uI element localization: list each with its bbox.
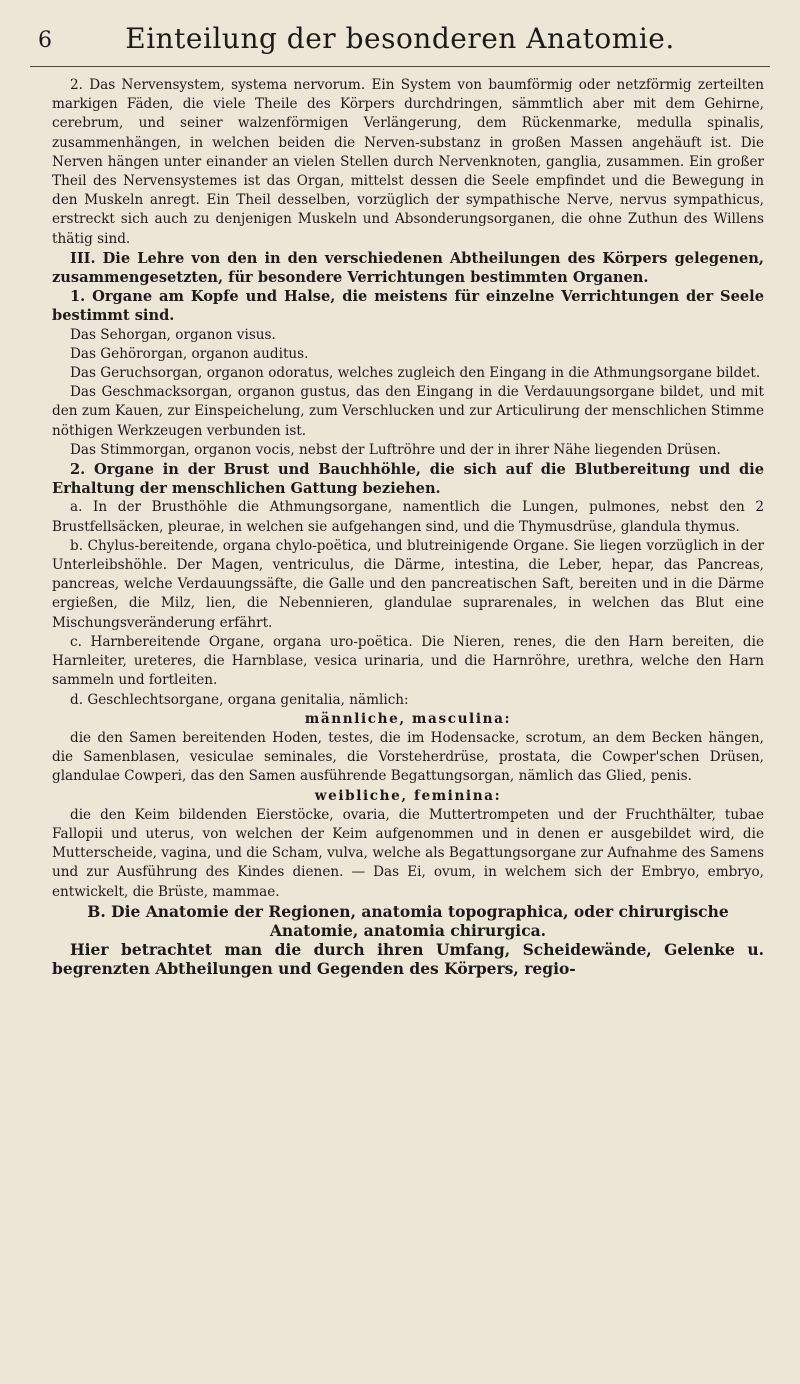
paragraph: die den Samen bereitenden Hoden, testes, die im Hodensacke, scrotum, an dem Becken hängen, die Samenblasen, vesiculae seminales, die Vorsteherdrüse, prostata, die Cowper'schen Drüsen, glandulae Cowperi, das den Samen ausführende Begattungsorgan, nämlich das Glied, penis. — [52, 729, 764, 785]
paragraph: Das Geruchsorgan, organon odoratus, welches zugleich den Eingang in die Athmungsorgane bildet. — [70, 365, 761, 382]
paragraph: die den Keim bildenden Eierstöcke, ovaria, die Muttertrompeten und der Fruchthälter, tubae Fallopii und uterus, von welchen der Keim aufgenommen und in denen er ausgebildet wird, die Mutterscheide, vagina, und die Scham, vulva, welche als Begattungsorgane zur Aufnahme des Samens und zur Ausführung des Kindes dienen. — Das Ei, ovum, in welchem sich der Embryo, embryo, entwickelt, die Brüste, mammae. — [52, 806, 764, 900]
paragraph: männliche, masculina: — [304, 710, 512, 727]
paragraph: a. In der Brusthöhle die Athmungsorgane, namentlich die Lungen, pulmones, nebst den 2 Brustfellsäcken, pleurae, in welchen sie aufgehangen sind, und die Thymusdrüse, glandula thymus. — [52, 499, 764, 535]
paragraph: 2. Das Nervensystem, systema nervorum. Ein System von baumförmig oder netzförmig zerteilten markigen Fäden, die viele Theile des Körpers durchdringen, sämmtlich aber mit dem Gehirne, cerebrum, und seiner walzenförmigen Verlängerung, dem Rückenmarke, medulla spinalis, zusammenhängen, in welchen beiden die Nerven-substanz in großen Massen angehäuft ist. Die Nerven hängen unter einander an vielen Stellen durch Nervenknoten, ganglia, zusammen. Ein großer Theil des Nervensystemes ist das Organ, mittelst dessen die Seele empfindet und die Bewegung in den Muskeln anregt. Ein Theil desselben, vorzüglich der sympathische Nerve, nervus sympathicus, erstreckt sich auch zu denjenigen Muskeln und Absonderungsorganen, die ohne Zuthun des Willens thätig sind. — [52, 77, 764, 247]
running-header — [30, 22, 770, 62]
paragraph: 2. Organe in der Brust und Bauchhöhle, die sich auf die Blutbereitung und die Erhaltung der menschlichen Gattung beziehen. — [52, 461, 764, 498]
paragraph: weibliche, feminina: — [314, 787, 502, 804]
paragraph: B. Die Anatomie der Regionen, anatomia topographica, oder chirurgische Anatomie, anatomia chirurgica. — [87, 901, 729, 940]
paragraph: Hier betrachtet man die durch ihren Umfang, Scheidewände, Gelenke u. begrenzten Abtheilungen und Gegenden des Körpers, regio- — [52, 940, 764, 979]
paragraph: d. Geschlechtsorgane, organa genitalia, nämlich: — [70, 691, 409, 708]
paragraph: III. Die Lehre von den in den verschiedenen Abtheilungen des Körpers gelegenen, zusammengesetzten, für besondere Verrichtungen bestimmten Organen. — [52, 249, 764, 287]
paragraph: Das Gehörorgan, organon auditus. — [70, 345, 309, 362]
paragraph: c. Harnbereitende Organe, organa uro-poëtica. Die Nieren, renes, die den Harn bereiten, die Harnleiter, ureteres, die Harnblase, vesica urinaria, und die Harnröhre, urethra, welche den Harn sammeln und fortleiten. — [52, 633, 764, 689]
paragraph: b. Chylus-bereitende, organa chylo-poëtica, und blutreinigende Organe. Sie liegen vorzüglich in der Unterleibshöhle. Der Magen, ventriculus, die Därme, intestina, die Leber, hepar, das Pancreas, pancreas, welche Verdauungssäfte, die Galle und den pancreatischen Saft, bereiten und in die Därme ergießen, die Milz, lien, die Nebennieren, glandulae suprarenales, in welchen das Blut eine Mischungsveränderung erfährt. — [52, 537, 764, 631]
paragraph: Das Geschmacksorgan, organon gustus, das den Eingang in die Verdauungsorgane bildet, und mit den zum Kauen, zur Einspeichelung, zum Verschlucken und zur Articulirung der menschlichen Stimme nöthigen Werkzeugen verbunden ist. — [52, 384, 764, 439]
paragraph: 1. Organe am Kopfe und Halse, die meistens für einzelne Verrichtungen der Seele bestimmt sind. — [52, 288, 764, 325]
page-body — [52, 76, 764, 979]
header-rule — [30, 66, 770, 67]
page-number: 6 — [38, 28, 52, 53]
paragraph: Das Sehorgan, organon visus. — [70, 326, 276, 343]
paragraph: Das Stimmorgan, organon vocis, nebst der Luftröhre und der in ihrer Nähe liegenden Drüsen. — [70, 441, 721, 458]
running-title: Einteilung der besonderen Anatomie. — [125, 22, 675, 55]
